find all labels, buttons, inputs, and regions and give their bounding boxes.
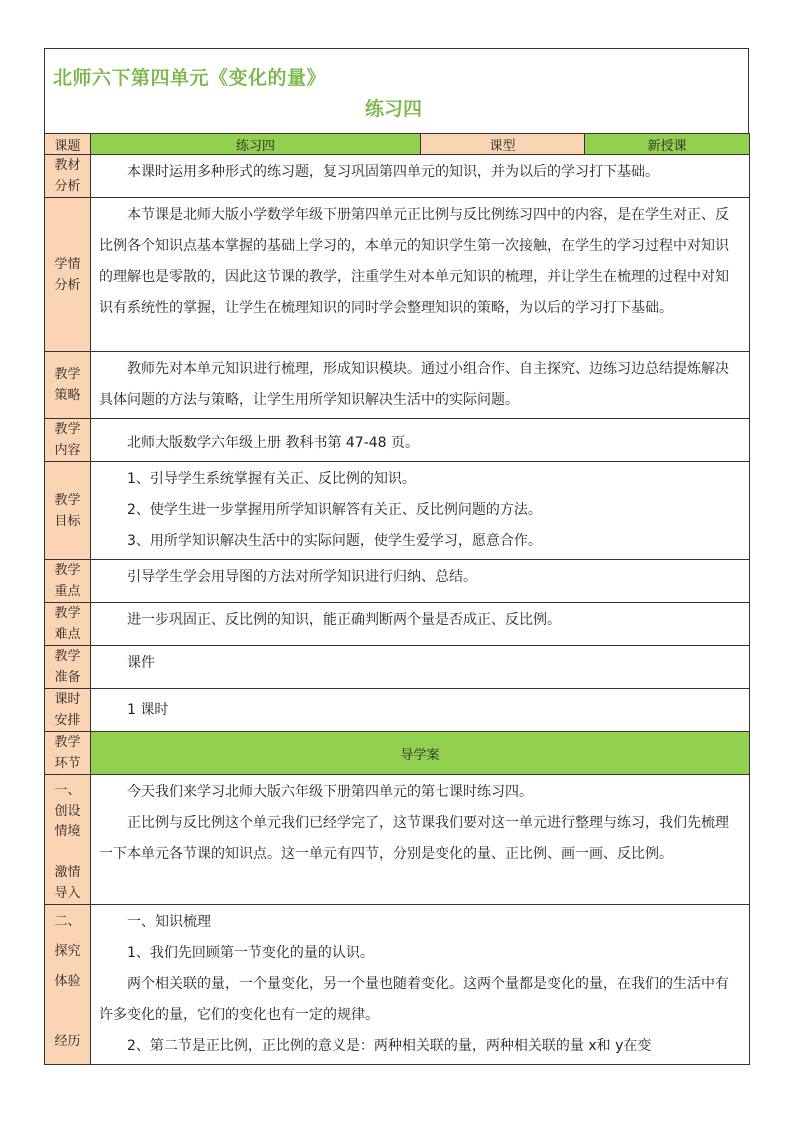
stage2-paragraph: 2、第二节是正比例，正比例的意义是：两种相关联的量，两种相关联的量 x和 y在变 bbox=[127, 1038, 652, 1054]
prep-row bbox=[45, 646, 750, 689]
label-content: 教学 内容 bbox=[45, 419, 91, 462]
goals-row bbox=[45, 462, 750, 560]
label-stage: 教学 环节 bbox=[45, 732, 91, 775]
label-stage2: 二、 探究 体验 经历 bbox=[45, 905, 91, 1065]
content-row bbox=[45, 419, 750, 462]
stage1-paragraph: 今天我们来学习北师大版六年级下册第四单元的第七课时练习四。 bbox=[127, 784, 533, 800]
goal-item: 1、引导学生系统掌握有关正、反比例的知识。 bbox=[127, 471, 416, 487]
label-material: 教材 分析 bbox=[45, 155, 91, 198]
learner-row bbox=[45, 198, 750, 352]
stage2-row bbox=[45, 905, 750, 1065]
prep-text: 课件 bbox=[127, 655, 155, 671]
key-row bbox=[45, 560, 750, 603]
stage2-paragraph: 两个相关联的量，一个量变化，另一个量也随着变化。这两个量都是变化的量，在我们的生活中有许多变化的量，它们的变化也有一定的规律。 bbox=[99, 976, 729, 1023]
label-goals: 教学 目标 bbox=[45, 462, 91, 560]
strategy-row bbox=[45, 352, 750, 419]
key-text: 引导学生学会用导图的方法对所学知识进行归纳、总结。 bbox=[127, 569, 477, 585]
document-subtitle: 练习四 bbox=[365, 98, 423, 120]
topic-row bbox=[45, 134, 750, 155]
difficulty-row bbox=[45, 603, 750, 646]
stage2-heading: 一、知识梳理 bbox=[127, 914, 211, 930]
goal-item: 2、使学生进一步掌握用所学知识解答有关正、反比例问题的方法。 bbox=[127, 502, 542, 518]
learner-text: 本节课是北师大版小学数学年级下册第四单元正比例与反比例练习四中的内容，是在学生对正、反比例各个知识点基本掌握的基础上学习的，本单元的知识学生第一次接触，在学生的学习过程中对知识的理解也是零散的，因此这节课的教学，注重学生对本单元知识的梳理，并让学生在梳理的过程中对知识有系统性的掌握，让学生在梳理知识的同时学会整理知识的策略，为以后的学习打下基础。 bbox=[99, 207, 729, 316]
label-time: 课时 安排 bbox=[45, 689, 91, 732]
label-type: 课型 bbox=[421, 134, 585, 155]
stage1-paragraph: 正比例与反比例这个单元我们已经学完了，这节课我们要对这一单元进行整理与练习，我们先梳理一下本单元各节课的知识点。这一单元有四节，分别是变化的量、正比例、画一画、反比例。 bbox=[99, 815, 729, 862]
time-text: 1 课时 bbox=[127, 701, 169, 718]
stage1-row bbox=[45, 775, 750, 905]
material-row bbox=[45, 155, 750, 198]
material-text: 本课时运用多种形式的练习题，复习巩固第四单元的知识，并为以后的学习打下基础。 bbox=[127, 164, 659, 180]
label-difficulty: 教学 难点 bbox=[45, 603, 91, 646]
goal-item: 3、用所学知识解决生活中的实际问题，使学生爱学习，愿意合作。 bbox=[127, 533, 542, 549]
difficulty-text: 进一步巩固正、反比例的知识，能正确判断两个量是否成正、反比例。 bbox=[127, 612, 561, 628]
document-title: 北师六下第四单元《变化的量》 bbox=[53, 67, 327, 89]
label-key: 教学 重点 bbox=[45, 560, 91, 603]
time-row bbox=[45, 689, 750, 732]
stage-header-row bbox=[45, 732, 750, 775]
topic-value: 练习四 bbox=[91, 134, 421, 155]
label-stage1: 一、 创设 情境 激情 导入 bbox=[45, 775, 91, 905]
title-box bbox=[44, 48, 749, 133]
stage-header-text: 导学案 bbox=[91, 732, 750, 775]
label-strategy: 教学 策略 bbox=[45, 352, 91, 419]
content-text: 北师大版数学六年级上册 教科书第 47-48 页。 bbox=[127, 435, 420, 451]
stage2-paragraph: 1、我们先回顾第一节变化的量的认识。 bbox=[127, 945, 374, 961]
lesson-table bbox=[44, 133, 750, 1065]
lesson-plan-sheet bbox=[44, 48, 749, 1065]
strategy-text: 教师先对本单元知识进行梳理，形成知识模块。通过小组合作、自主探究、边练习边总结提炼解决具体问题的方法与策略，让学生用所学知识解决生活中的实际问题。 bbox=[99, 361, 729, 408]
label-prep: 教学 准备 bbox=[45, 646, 91, 689]
type-value: 新授课 bbox=[585, 134, 750, 155]
label-topic: 课题 bbox=[45, 134, 91, 155]
label-learner: 学情 分析 bbox=[45, 198, 91, 352]
